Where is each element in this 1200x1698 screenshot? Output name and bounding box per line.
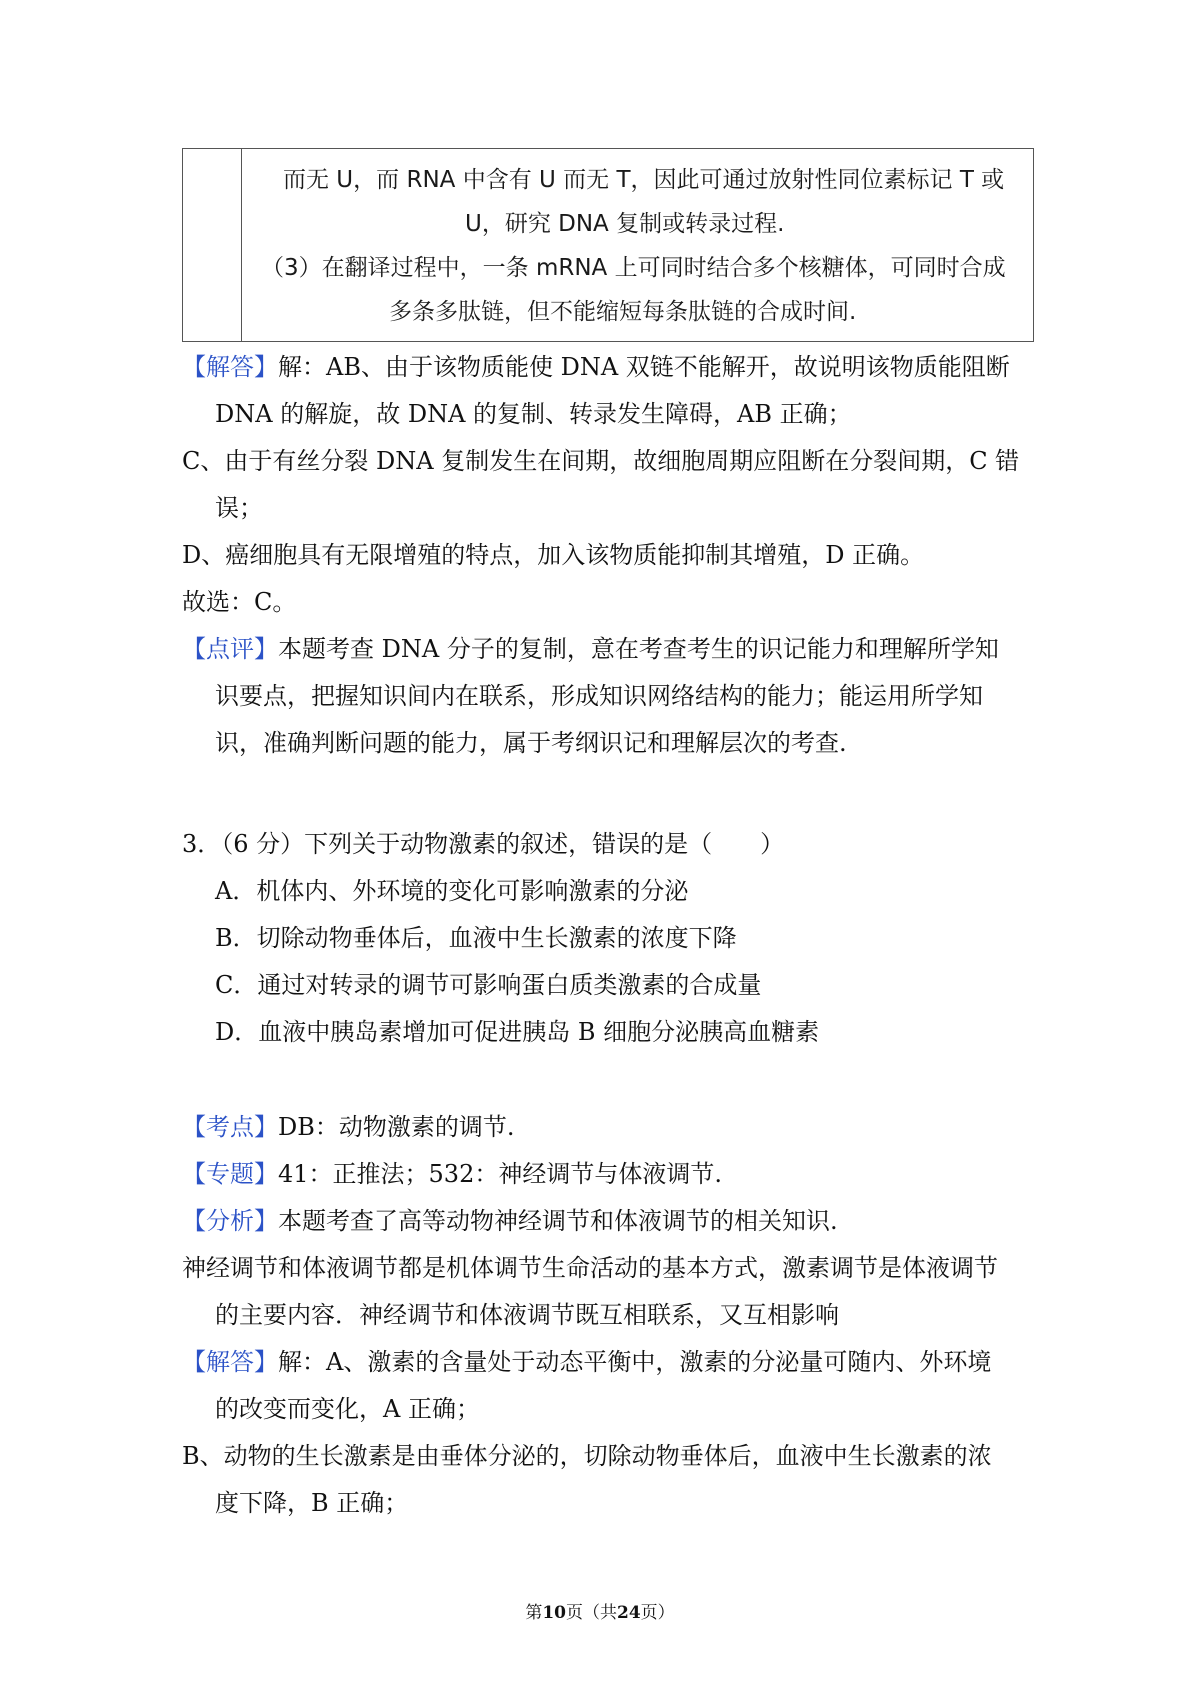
q2-answer-c-line-2: 误； [215, 494, 263, 522]
footer-total-pages: 24 [617, 1603, 641, 1623]
q2-answer-line-1 [182, 352, 1010, 382]
zhuanti-text: 41：正推法；532：神经调节与体液调节. [278, 1160, 722, 1188]
q3-option-a: A．机体内、外环境的变化可影响激素的分泌 [215, 877, 689, 905]
q3-answer-b-line-1: B、动物的生长激素是由垂体分泌的，切除动物垂体后，血液中生长激素的浓 [182, 1442, 992, 1470]
q3-zhuanti [182, 1159, 722, 1189]
footer-page-number: 10 [542, 1603, 566, 1623]
q2-comment-line-1 [182, 634, 999, 664]
footer-middle: 页（共 [566, 1603, 617, 1623]
table-line-2: U，研究 DNA 复制或转录过程. [465, 211, 785, 237]
q3-answer-b-line-2: 度下降，B 正确； [215, 1489, 409, 1517]
table-line-3: （3）在翻译过程中，一条 mRNA 上可同时结合多个核糖体，可同时合成 [261, 255, 1006, 281]
q2-answer-line-2: DNA 的解旋，故 DNA 的复制、转录发生障碍，AB 正确； [215, 400, 852, 428]
q3-option-c: C．通过对转录的调节可影响蛋白质类激素的合成量 [215, 971, 762, 999]
q2-comment-line-2: 识要点，把握知识间内在联系，形成知识网络结构的能力；能运用所学知 [215, 682, 983, 710]
table-line-1: 而无 U，而 RNA 中含有 U 而无 T，因此可通过放射性同位素标记 T 或 [283, 167, 1005, 193]
kaodian-text: DB：动物激素的调节. [278, 1113, 515, 1141]
answer-tag: 【解答】 [182, 1348, 278, 1376]
q2-choice: 故选：C。 [182, 588, 297, 616]
q2-answer-d-line: D、癌细胞具有无限增殖的特点，加入该物质能抑制其增殖，D 正确。 [182, 541, 925, 569]
q3-fenxi [182, 1206, 838, 1236]
q3-stem: 3．（6 分）下列关于动物激素的叙述，错误的是（ ） [182, 830, 785, 858]
q3-answer-text-1: 解：A、激素的含量处于动态平衡中，激素的分泌量可随内、外环境 [278, 1348, 992, 1376]
fenxi-tag: 【分析】 [182, 1207, 278, 1235]
q2-answer-c-line-1: C、由于有丝分裂 DNA 复制发生在间期，故细胞周期应阻断在分裂间期，C 错 [182, 447, 1020, 475]
q2-comment-line-3: 识，准确判断问题的能力，属于考纲识记和理解层次的考查. [215, 729, 847, 757]
kaodian-tag: 【考点】 [182, 1113, 278, 1141]
footer-prefix: 第 [525, 1603, 543, 1623]
table-fragment [182, 148, 1034, 342]
answer-tag: 【解答】 [182, 353, 278, 381]
q3-fenxi-line-3: 的主要内容．神经调节和体液调节既互相联系，又互相影响 [215, 1301, 839, 1329]
q3-fenxi-line-2: 神经调节和体液调节都是机体调节生命活动的基本方式，激素调节是体液调节 [182, 1254, 998, 1282]
q2-comment-text-1: 本题考查 DNA 分子的复制，意在考查考生的识记能力和理解所学知 [278, 635, 999, 663]
q3-option-b: B．切除动物垂体后，血液中生长激素的浓度下降 [215, 924, 737, 952]
q3-answer-line-2: 的改变而变化，A 正确； [215, 1395, 480, 1423]
table-line-4: 多条多肽链，但不能缩短每条肽链的合成时间. [389, 299, 857, 325]
fenxi-text: 本题考查了高等动物神经调节和体液调节的相关知识. [278, 1207, 838, 1235]
table-column-divider [241, 149, 242, 341]
table-cell [243, 149, 1033, 341]
q3-answer-line-1 [182, 1347, 991, 1377]
zhuanti-tag: 【专题】 [182, 1160, 278, 1188]
comment-tag: 【点评】 [182, 635, 278, 663]
q2-answer-text-1: 解：AB、由于该物质能使 DNA 双链不能解开，故说明该物质能阻断 [278, 353, 1010, 381]
q3-option-d: D．血液中胰岛素增加可促进胰岛 B 细胞分泌胰高血糖素 [215, 1018, 820, 1046]
footer-suffix: 页） [640, 1603, 675, 1623]
q3-kaodian [182, 1112, 515, 1142]
page-footer [0, 1598, 1200, 1623]
